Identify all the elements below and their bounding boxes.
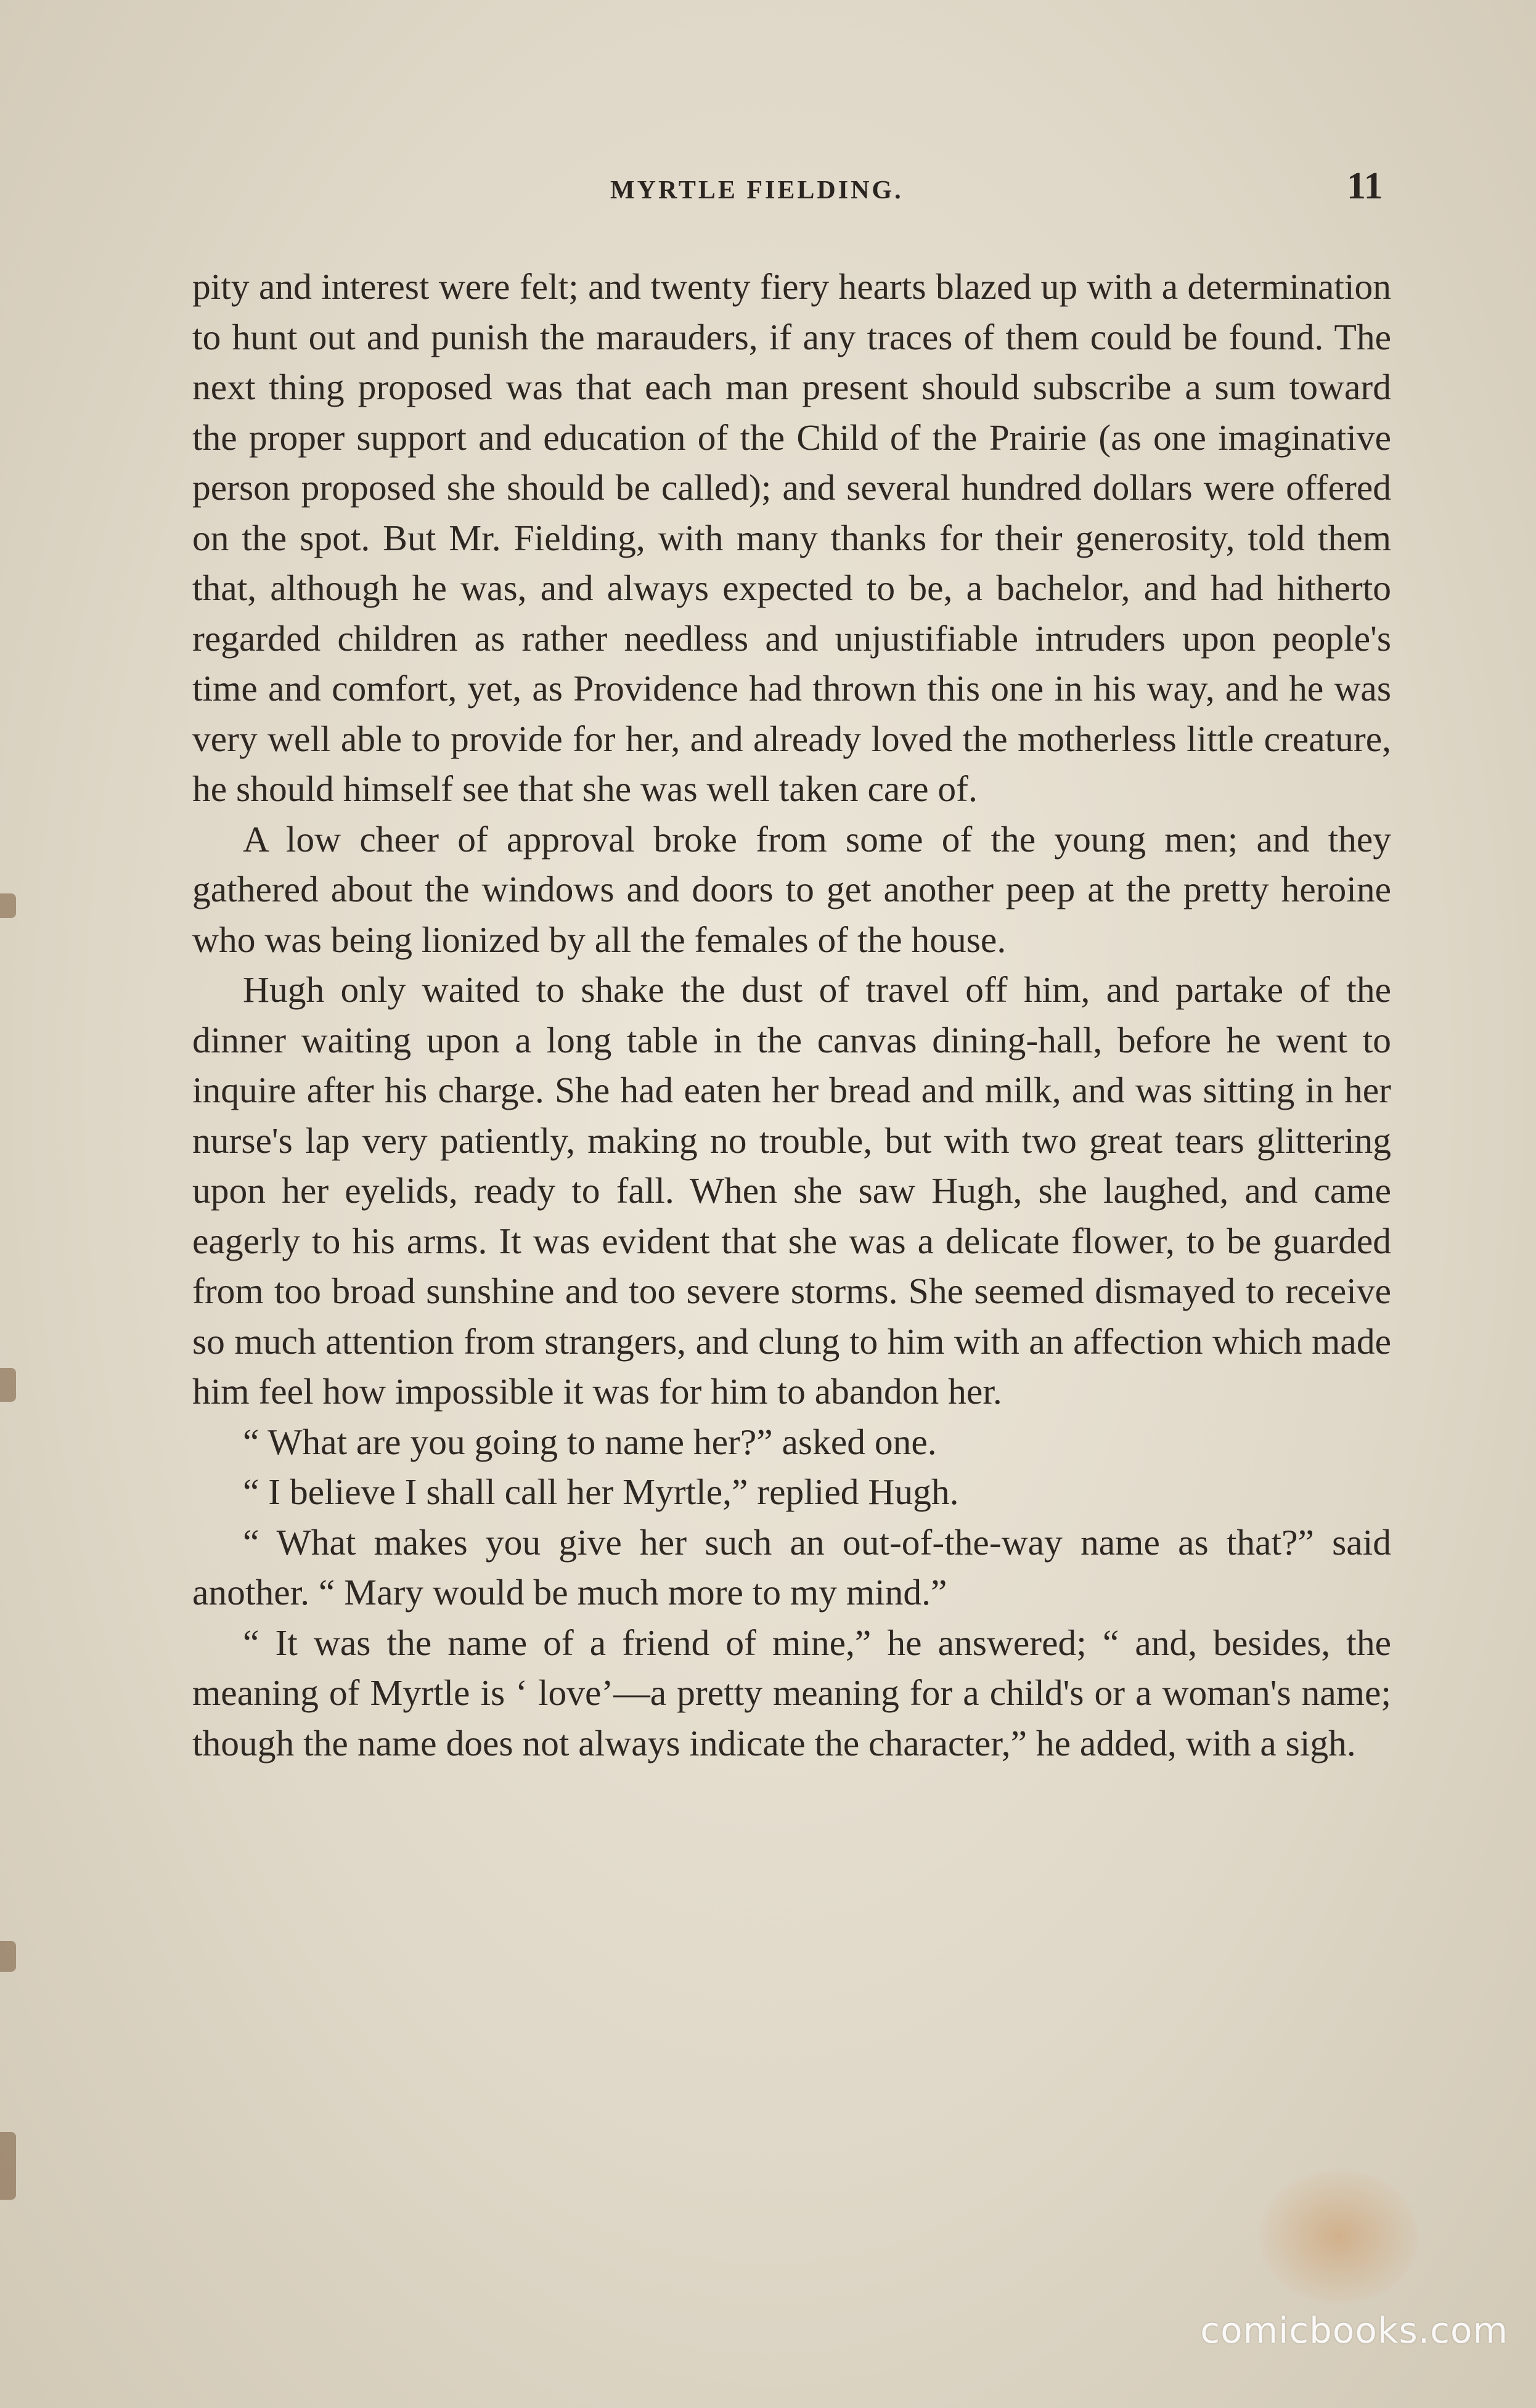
watermark: comicbooks.com <box>1200 2309 1508 2351</box>
page-edge-mark <box>0 1941 16 1972</box>
body-text <box>192 262 1391 1768</box>
page-edge-mark <box>0 893 16 918</box>
paper-stain <box>1259 2169 1419 2304</box>
paragraph: pity and interest were felt; and twenty fiery hearts blazed up with a determination to hunt out and punish the marauders, if any traces of them could be found. The next thing proposed was that each man present should subscribe a sum toward the proper support and education of the Child of the Prairie (as one imaginative person proposed she should be called); and several hundred dollars were offered on the spot. But Mr. Fielding, with many thanks for their generosity, told them that, although he was, and always expected to be, a bachelor, and had hitherto regarded children as rather needless and unjustifiable intruders upon people's time and comfort, yet, as Providence had thrown this one in his way, and he was very well able to provide for her, and already loved the motherless little creature, he should himself see that she was well taken care of. <box>192 266 1391 809</box>
dialogue-line: “ It was the name of a friend of mine,” he answered; “ and, besides, the meaning of Myrtle is ‘ love’—a pretty meaning for a child's or a woman's name; though the name does not always indicate the character,” he added, with a sigh. <box>192 1622 1391 1763</box>
paragraph: Hugh only waited to shake the dust of travel off him, and partake of the dinner waiting upon a long table in the canvas dining-hall, before he went to inquire after his charge. She had eaten her bread and milk, and was sitting in her nurse's lap very patiently, making no trouble, but with two great tears glittering upon her eyelids, ready to fall. When she saw Hugh, she laughed, and came eagerly to his arms. It was evident that she was a delicate flower, to be guarded from too broad sunshine and too severe storms. She seemed dismayed to receive so much attention from strangers, and clung to him with an affection which made him feel how impossible it was for him to abandon her. <box>192 969 1391 1412</box>
page-number: 11 <box>1347 165 1383 207</box>
page-edge-mark <box>0 1368 16 1402</box>
running-head <box>0 163 1536 225</box>
paragraph: A low cheer of approval broke from some of the young men; and they gathered about the windows and doors to get another peep at the pretty heroine who was being lionized by all the females of the house. <box>192 818 1391 960</box>
dialogue-line: “ What are you going to name her?” asked one. <box>243 1421 937 1462</box>
dialogue-line: “ What makes you give her such an out-of-the-way name as that?” said another. “ Mary would be much more to my mind.” <box>192 1521 1391 1613</box>
page-edge-mark <box>0 2132 16 2200</box>
dialogue-line: “ I believe I shall call her Myrtle,” replied Hugh. <box>243 1471 959 1512</box>
running-title: MYRTLE FIELDING. <box>610 176 904 205</box>
